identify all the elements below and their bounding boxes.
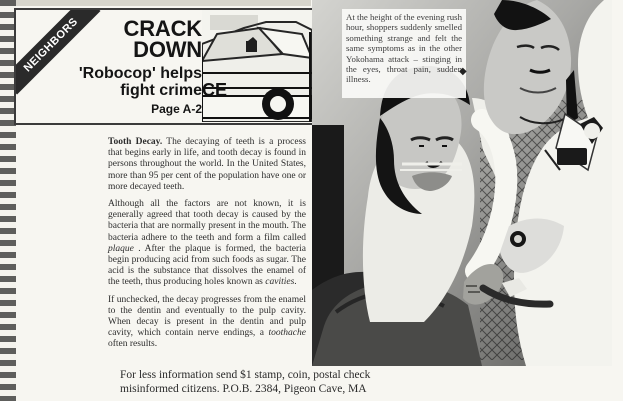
footer-notice: For less information send $1 stamp, coin, postal check misinformed citizens. P.O.B. 2384, Pigeon Cave, MA (120, 369, 371, 395)
article-lead: Tooth Decay. (108, 137, 163, 147)
photo-caption: At the height of the evening rush hour, shoppers suddenly smelled something strange and felt the same symptoms as in the other Yokohama attack – stinging in the eyes, throat pain, sudden illness. (346, 12, 462, 85)
police-car-illustration (202, 10, 312, 122)
toothache-term: toothache (268, 328, 306, 339)
top-strip (16, 0, 311, 6)
teaser-title: CRACK DOWN (123, 16, 202, 63)
article-paragraph-2-text-b: . After the plaque is formed, the bacteria begin producing acid from such foods as sugar. The acid is the substance that dissolves the enamel of the teeth, thus producing holes known as (108, 243, 306, 288)
caption-diamond-icon: ◆ (459, 66, 467, 77)
article-paragraph-2-text-a: Although all the factors are not known, it is generally agreed that tooth decay is caused by the bacteria that are normally present in the mouth. The bacteria adhere to the teeth and form a film called (108, 199, 306, 243)
article-paragraph-3 (108, 295, 306, 351)
article-paragraph-1-text: The decaying of teeth is a process that begins early in life, and tooth decay is found in persons throughout the world. In the United States, more than 95 per cent of the population have one or more decayed teeth. (108, 137, 306, 192)
teaser-copy (74, 18, 202, 115)
section-tag: NEIGHBORS (14, 8, 100, 94)
article-paragraph-3-text-b: often results. (108, 339, 158, 350)
article-body (108, 137, 306, 360)
article-paragraph-1 (108, 137, 306, 193)
police-car-text: CE (202, 80, 228, 100)
plaque-term: plaque (108, 243, 134, 254)
cavities-term: cavities (265, 277, 295, 288)
teaser-page-reference: Page A-2 (151, 101, 202, 116)
teaser-box (14, 8, 314, 125)
article-paragraph-3-text-a: If unchecked, the decay progresses from the enamel to the dentin and eventually to the pulp cavity. When decay is present in the dentin and pulp cavity, which contain nerve endings, a (108, 294, 306, 339)
article-paragraph-2: Although all the factors are not known, it is generally agreed that tooth decay is caused by the bacteria that are normally present in the mouth. The bacteria adhere to the teeth and form a film called plaque . After the plaque is formed, the bacteria begin producing acid from such foods as sugar. The acid is the substance that dissolves the enamel of the teeth, thus producing holes known as cavities. (108, 199, 306, 288)
police-car-image (202, 10, 312, 122)
teaser-subtitle: 'Robocop' helps fight crime (78, 65, 202, 99)
